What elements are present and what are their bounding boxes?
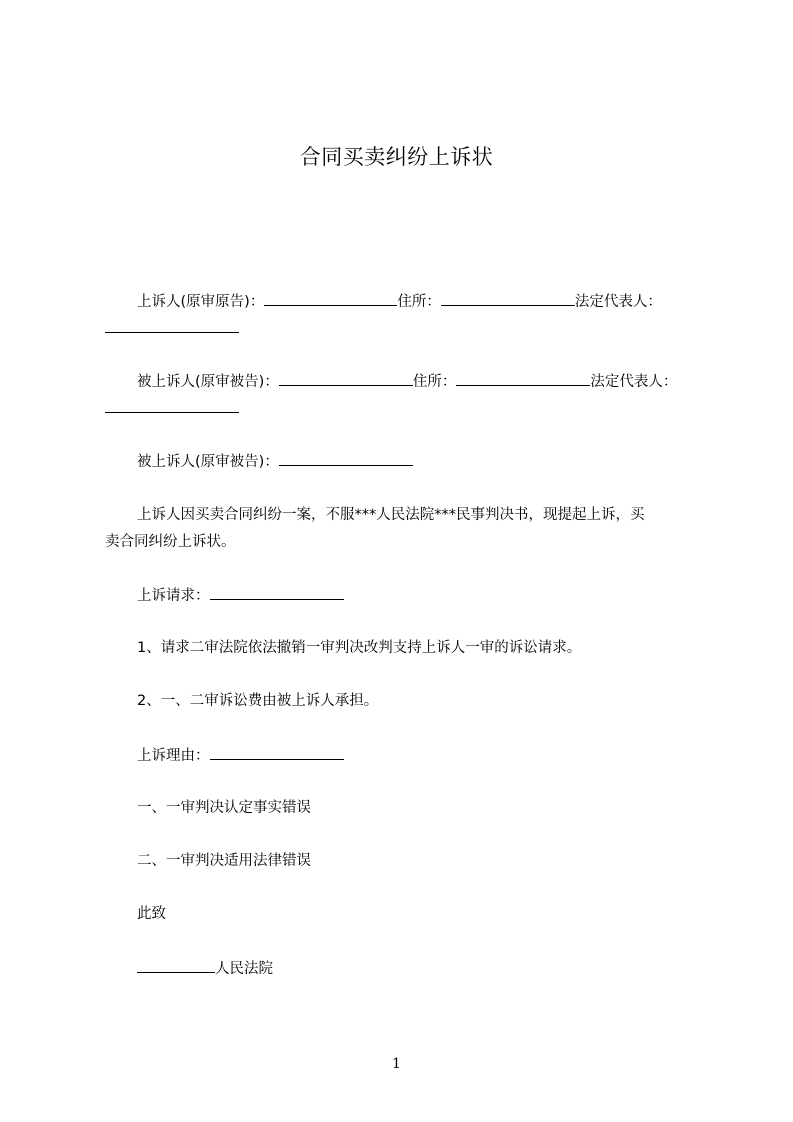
page-number: 1 [392,1056,401,1072]
closing-text: 此致 [137,906,166,922]
reason-item-1: 一、一审判决认定事实错误 [137,800,311,816]
appellant-address-label: 住所： [397,294,441,310]
appellant-name-blank-2 [342,291,397,306]
appellee1-address-blank [456,371,590,386]
document-title: 合同买卖纠纷上诉状 [299,145,494,169]
intro-line-1: 上诉人因买卖合同纠纷一案，不服***人民法院***民事判决书，现提起上诉，买 [137,507,645,523]
appellee2-line [137,451,413,472]
appellant-line [137,291,662,312]
appellant-rep-blank [105,318,239,333]
reason-label: 上诉理由： [137,748,210,764]
appellee2-name-blank [279,451,413,466]
court-suffix: 人民法院 [215,961,273,977]
appellee1-rep-blank [105,398,239,413]
appellant-rep-line [105,318,239,339]
request-item-1: 1、请求二审法院依法撤销一审判决改判支持上诉人一审的诉讼请求。 [137,640,582,656]
appellee1-rep-line [105,398,239,419]
appellee1-label: 被上诉人(原审被告)： [137,374,279,390]
request-blank [210,585,344,600]
court-name-blank [137,958,215,973]
appellee1-address-label: 住所： [412,374,457,390]
appellant-rep-label: 法定代表人： [574,294,662,310]
appellee1-line [137,371,677,392]
reason-blank [210,745,344,760]
appellant-label: 上诉人(原审原告)： [137,294,265,310]
request-label: 上诉请求： [137,588,210,604]
appellee1-name-blank [279,371,413,386]
intro-line-2: 卖合同纠纷上诉状。 [105,534,236,550]
appellee2-label: 被上诉人(原审被告)： [137,454,279,470]
reason-line [137,745,344,766]
court-line [137,958,273,979]
appellant-name-blank [264,291,342,306]
appellee1-rep-label: 法定代表人： [590,374,678,390]
request-line [137,585,344,606]
reason-item-2: 二、一审判决适用法律错误 [137,853,311,869]
request-item-2: 2、一、二审诉讼费由被上诉人承担。 [137,693,379,709]
appellant-address-blank [441,291,575,306]
